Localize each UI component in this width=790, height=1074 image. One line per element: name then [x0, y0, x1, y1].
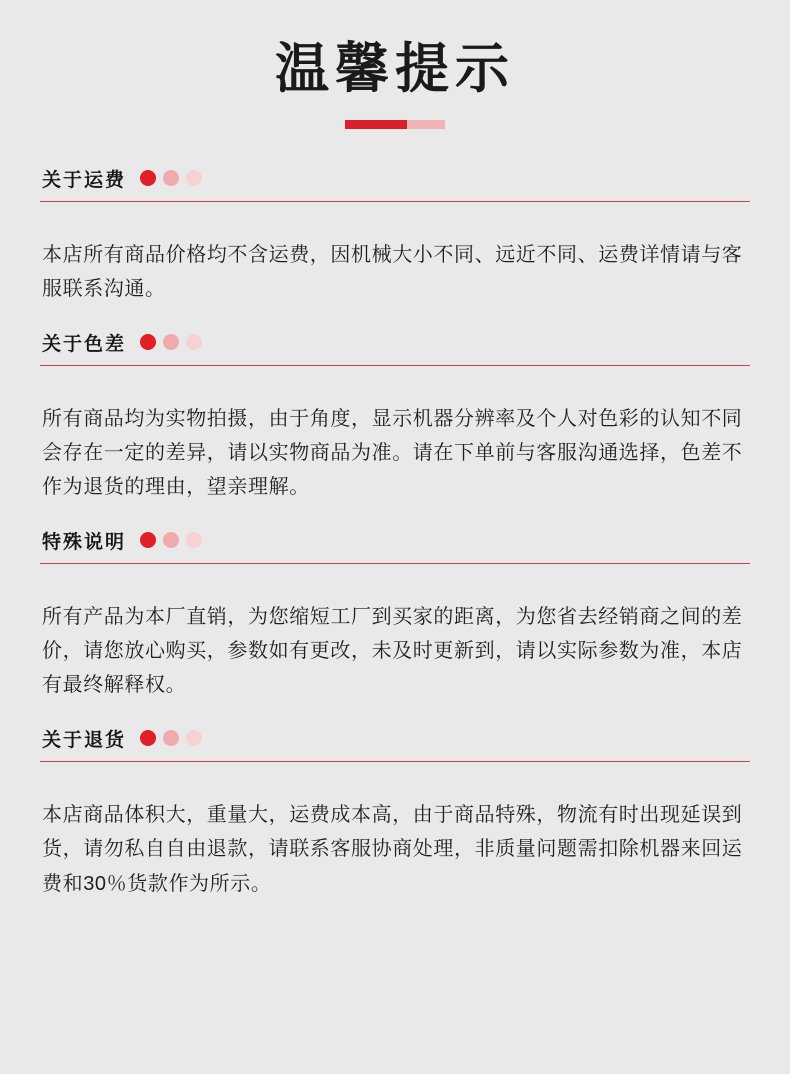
title-underline-decoration	[345, 120, 445, 129]
dot-light-icon	[186, 532, 202, 548]
dot-mid-icon	[163, 170, 179, 186]
section-divider	[40, 761, 750, 762]
dot-mid-icon	[163, 532, 179, 548]
underline-segment-strong	[345, 120, 407, 129]
dots-decoration-icon	[140, 730, 202, 746]
dot-light-icon	[186, 334, 202, 350]
section-title: 关于运费	[42, 169, 127, 191]
notice-section-shipping	[40, 165, 750, 307]
section-title: 特殊说明	[42, 531, 127, 553]
section-heading	[40, 329, 750, 365]
dot-strong-icon	[140, 170, 156, 186]
notice-section-color-difference	[40, 329, 750, 505]
section-body: 本店商品体积大，重量大，运费成本高，由于商品特殊，物流有时出现延误到货，请勿私自自由退款，请联系客服协商处理，非质量问题需扣除机器来回运费和30％货款作为所示。	[42, 803, 743, 895]
dot-strong-icon	[140, 334, 156, 350]
section-heading	[40, 725, 750, 761]
page-title: 温馨提示	[275, 39, 515, 99]
underline-segment-light	[407, 120, 445, 129]
notice-section-returns	[40, 725, 750, 901]
dot-strong-icon	[140, 532, 156, 548]
section-heading	[40, 527, 750, 563]
dots-decoration-icon	[140, 532, 202, 548]
dot-light-icon	[186, 170, 202, 186]
dot-mid-icon	[163, 730, 179, 746]
section-divider	[40, 365, 750, 366]
dot-mid-icon	[163, 334, 179, 350]
section-title: 关于退货	[42, 729, 127, 751]
section-body: 所有商品均为实物拍摄，由于角度，显示机器分辨率及个人对色彩的认知不同会存在一定的差异，请以实物商品为准。请在下单前与客服沟通选择，色差不作为退货的理由，望亲理解。	[42, 407, 743, 499]
section-title: 关于色差	[42, 333, 127, 355]
dots-decoration-icon	[140, 334, 202, 350]
notice-sections	[40, 165, 750, 901]
section-body: 所有产品为本厂直销，为您缩短工厂到买家的距离，为您省去经销商之间的差价，请您放心购买，参数如有更改，未及时更新到，请以实际参数为准，本店有最终解释权。	[42, 605, 743, 697]
section-heading	[40, 165, 750, 201]
page-header	[40, 0, 750, 129]
dot-light-icon	[186, 730, 202, 746]
section-body: 本店所有商品价格均不含运费，因机械大小不同、远近不同、运费详情请与客服联系沟通。	[42, 243, 743, 301]
dot-strong-icon	[140, 730, 156, 746]
section-divider	[40, 563, 750, 564]
dots-decoration-icon	[140, 170, 202, 186]
section-divider	[40, 201, 750, 202]
notice-section-special-note	[40, 527, 750, 703]
